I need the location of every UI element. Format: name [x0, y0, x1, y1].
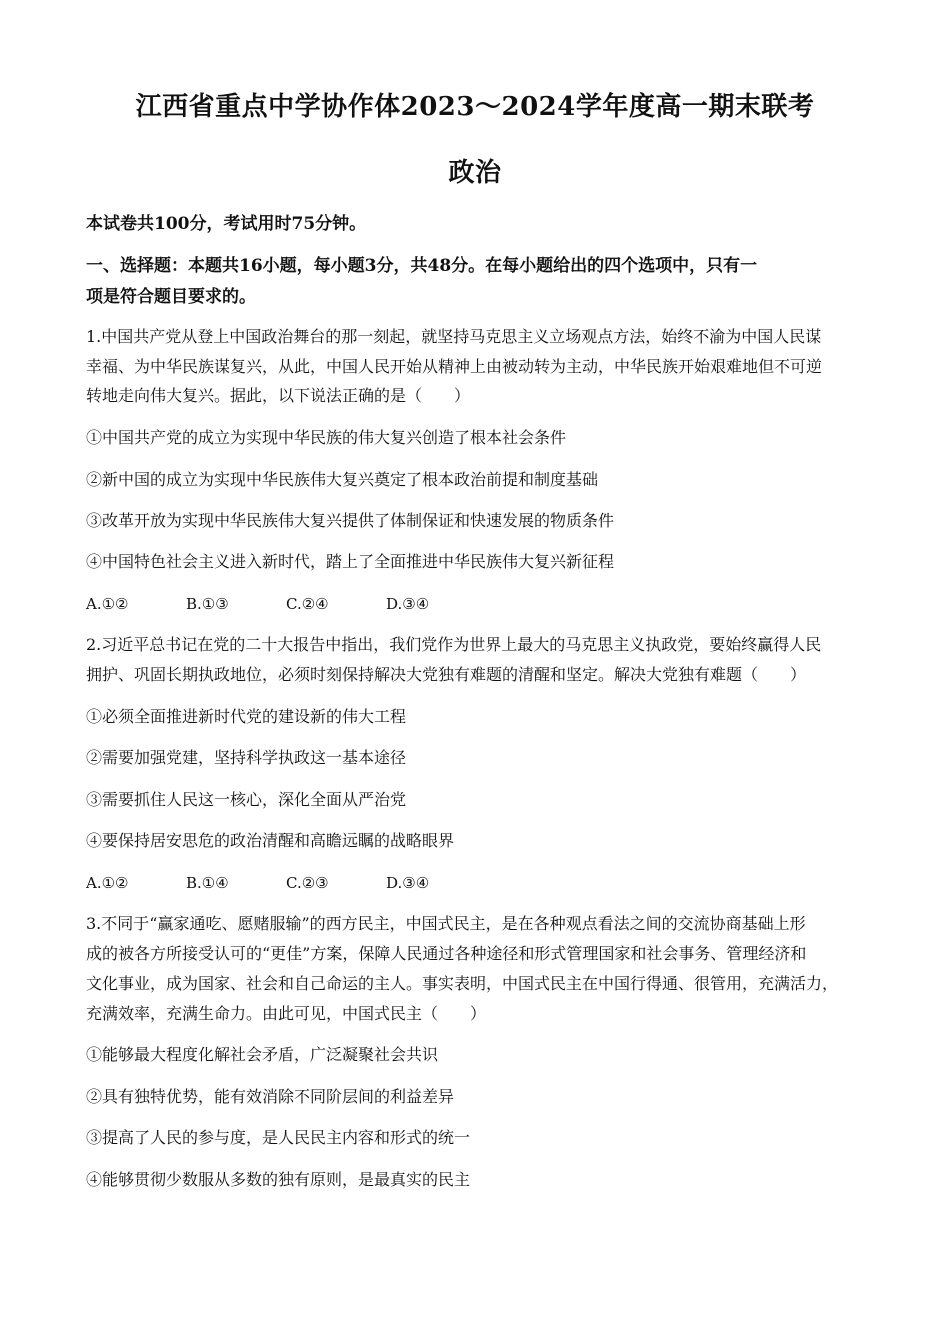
q3-stem-line-4: 充满效率，充满生命力。由此可见，中国式民主（ ）: [86, 1004, 487, 1023]
q1-item-1: ①中国共产党的成立为实现中华民族的伟大复兴创造了根本社会条件: [86, 428, 567, 447]
q1-options: [86, 589, 486, 619]
q1-item-3: ③改革开放为实现中华民族伟大复兴提供了体制保证和快速发展的物质条件: [86, 511, 615, 530]
q2-item-3: ③需要抓住人民这一核心，深化全面从严治党: [86, 790, 407, 809]
q2-item-4: ④要保持居安思危的政治清醒和高瞻远瞩的战略眼界: [86, 831, 455, 850]
q3-stem-line-2: 成的被各方所接受认可的“更佳”方案，保障人民通过各种途径和形式管理国家和社会事务、管理经济和: [86, 944, 807, 963]
q1-stem-line-1: 1.中国共产党从登上中国政治舞台的那一刻起，就坚持马克思主义立场观点方法，始终不渝为中国人民谋: [86, 327, 822, 346]
q2-option-a: A.①②: [86, 874, 129, 892]
q2-options: [86, 868, 486, 898]
q1-stem-line-2: 幸福、为中华民族谋复兴，从此，中国人民开始从精神上由被动转为主动，中华民族开始艰难地但不可逆: [86, 357, 823, 376]
q1-item-2: ②新中国的成立为实现中华民族伟大复兴奠定了根本政治前提和制度基础: [86, 470, 599, 489]
q3-item-1: ①能够最大程度化解社会矛盾，广泛凝聚社会共识: [86, 1045, 439, 1064]
q1-option-d: D.③④: [386, 595, 430, 613]
q1-option-b: B.①③: [186, 595, 229, 613]
exam-intro: 本试卷共100分，考试用时75分钟。: [86, 214, 367, 234]
q2-stem-line-2: 拥护、巩固长期执政地位，必须时刻保持解决大党独有难题的清醒和坚定。解决大党独有难题（ ）: [86, 665, 807, 684]
q3-item-4: ④能够贯彻少数服从多数的独有原则，是最真实的民主: [86, 1170, 471, 1189]
q2-option-b: B.①④: [186, 874, 229, 892]
q2-item-2: ②需要加强党建，坚持科学执政这一基本途径: [86, 748, 407, 767]
q1-stem-line-3: 转地走向伟大复兴。据此，以下说法正确的是（ ）: [86, 386, 471, 405]
q2-option-d: D.③④: [386, 874, 430, 892]
q3-item-3: ③提高了人民的参与度，是人民民主内容和形式的统一: [86, 1128, 471, 1147]
q3-stem-line-3: 文化事业，成为国家、社会和自己命运的主人。事实表明，中国式民主在中国行得通、很管用，充满活力，: [86, 974, 839, 993]
q1-option-c: C.②④: [286, 595, 329, 613]
q1-item-4: ④中国特色社会主义进入新时代，踏上了全面推进中华民族伟大复兴新征程: [86, 552, 615, 571]
q3-stem-line-1: 3.不同于“赢家通吃、愿赌服输”的西方民主，中国式民主，是在各种观点看法之间的交流协商基础上形: [86, 914, 806, 933]
q1-option-a: A.①②: [86, 595, 129, 613]
exam-title: 江西省重点中学协作体2023～2024学年度高一期末联考: [135, 92, 815, 122]
section-heading-line-1: 一、选择题：本题共16小题，每小题3分，共48分。在每小题给出的四个选项中，只有一: [86, 256, 758, 276]
section-heading-line-2: 项是符合题目要求的。: [86, 287, 256, 307]
subject-title: 政治: [448, 158, 502, 188]
q2-stem-line-1: 2.习近平总书记在党的二十大报告中指出，我们党作为世界上最大的马克思主义执政党，要始终赢得人民: [86, 635, 822, 654]
q3-item-2: ②具有独特优势，能有效消除不同阶层间的利益差异: [86, 1087, 455, 1106]
q2-option-c: C.②③: [286, 874, 329, 892]
q2-item-1: ①必须全面推进新时代党的建设新的伟大工程: [86, 707, 407, 726]
